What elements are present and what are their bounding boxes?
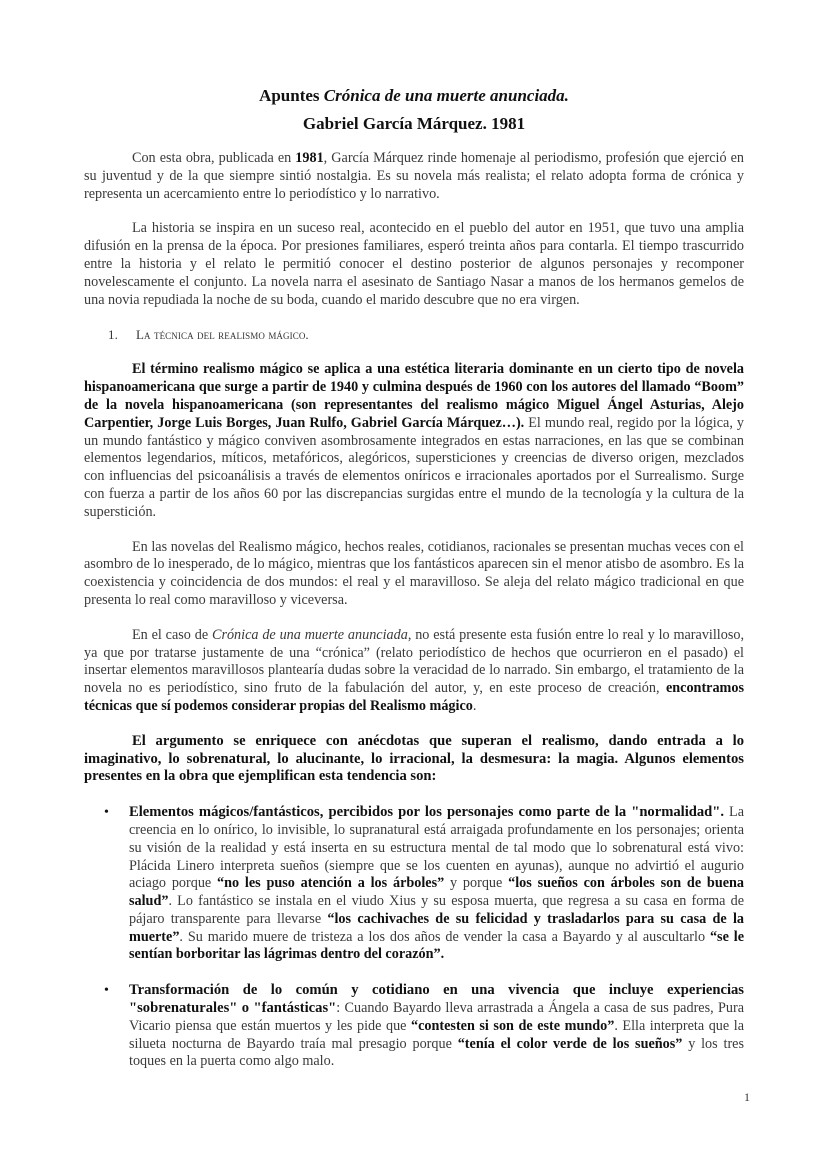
text: El mundo real, regido por la lógica, y un mundo fantástico y mágico conviven asombrosamente integrados en estas narraciones, en las que se combinan elementos legendarios, míticos, metafóricos, alegóricos, supersticiones y creencias de diverso origen, mezclados con influencias del psicoanálisis a través de elementos oníricos e irracionales aportados por el Surrealismo. Surge con fuerza a partir de los años 60 por las discrepancias surgidas entre el mundo de la tecnología y la cultura de la superstición. <box>84 414 744 520</box>
text: : Cuando Bayardo lleva arrastrada a Ángela a casa de sus padres, Pura Vicario piensa que están muertos y les pide que <box>129 1000 745 1034</box>
bold-text: 1981 <box>295 150 324 166</box>
text: Con esta obra, publicada en <box>132 150 296 166</box>
quote: “los sueños con árboles son de buena salud” <box>129 875 744 910</box>
list-item <box>84 982 744 1071</box>
text: y porque <box>444 875 509 892</box>
section-title: La técnica del realismo mágico. <box>136 327 309 343</box>
list-item <box>84 804 744 964</box>
document-body <box>84 150 744 1089</box>
title-prefix: Apuntes <box>259 86 324 105</box>
quote: “los cachivaches de su felicidad y trasladarlos para su casa de la muerte” <box>129 910 744 945</box>
italic-book-title: Crónica de una muerte anunciada <box>211 626 408 643</box>
text: . Ella interpreta que la silueta nocturna de Bayardo traía mal presagio porque <box>129 1017 744 1052</box>
document-title <box>0 84 828 140</box>
section-heading <box>108 326 744 344</box>
title-book-name: Crónica de una muerte anunciada. <box>323 86 569 105</box>
quote: “tenía el color verde de los sueños” <box>457 1035 683 1052</box>
text: La creencia en lo onírico, lo invisible, lo supranatural está arraigada profundamente en los personajes; orienta su visión de la realidad y está inserta en su estructura mental de tal modo que lo sobrenatural está vivo: Plácida Linero interpreta sueños (siempre que se los cuenten en ayunas), aunque no advirtió el augurio aciago porque <box>129 804 745 892</box>
section-paragraph-1 <box>84 361 744 521</box>
text: . <box>472 697 477 714</box>
list-item-lead: Transformación de lo común y cotidiano en una vivencia que incluye experiencias "sobrenaturales" o "fantásticas" <box>129 982 744 1017</box>
quote: “se le sentían borboritar las lágrimas dentro del corazón”. <box>129 928 744 963</box>
section-paragraph-4: El argumento se enriquece con anécdotas que superan el realismo, dando entrada a lo imaginativo, lo sobrenatural, lo alucinante, lo irracional, la desmesura: la magia. Algunos elementos presentes en la obra que ejemplifican esta tendencia son: <box>84 732 744 785</box>
quote: “contesten si son de este mundo” <box>411 1017 615 1034</box>
section-paragraph-3 <box>84 627 744 716</box>
intro-paragraph-1 <box>84 150 744 203</box>
section-paragraph-2: En las novelas del Realismo mágico, hechos reales, cotidianos, racionales se presentan muchas veces con el asombro de lo inesperado, de lo mágico, mientras que los fantásticos aparecen sin el menor atisbo de asombro. Es la coexistencia y coincidencia de dos mundos: el real y el maravilloso. Se aleja del relato mágico tradicional en que presenta lo real como maravilloso y viceversa. <box>84 538 744 608</box>
text: . Su marido muere de tristeza a los dos años de vender la casa a Bayardo y al auscultarlo <box>179 928 710 945</box>
bullet-icon: • <box>104 805 109 821</box>
section-number: 1. <box>108 327 118 343</box>
title-line-1 <box>0 84 828 108</box>
title-line-2: Gabriel García Márquez. 1981 <box>302 114 526 133</box>
text: , no está presente esta fusión entre lo real y lo maravilloso, ya que por tratarse justamente de una “crónica” (relato periodístico de hechos que ocurrieron en el pasado) el insertar elementos maravillosos plantearía dudas sobre la veracidad de lo narrado. Sin embargo, el tratamiento de la novela no es periodístico, sino fruto de la fabulación del autor, y, en este proceso de creación, <box>84 626 744 697</box>
text: . Lo fantástico se instala en el viudo Xius y su esposa muerta, que regresa a su casa en forma de pájaro transparente para llevarse <box>129 893 744 927</box>
bullet-icon: • <box>104 983 109 999</box>
intro-paragraph-2: La historia se inspira en un suceso real, acontecido en el pueblo del autor en 1951, que tuvo una amplia difusión en la prensa de la época. Por presiones familiares, esperó treinta años para contarla. El tiempo trascurrido entre la historia y el relato le permitió conocer el destino posterior de algunos personajes y recomponer novelescamente el conjunto. La novela narra el asesinato de Santiago Nasar a manos de los hermanos gemelos de una novia repudiada la noche de su boda, cuando el marido descubre que no era virgen. <box>84 220 744 308</box>
text: , García Márquez rinde homenaje al periodismo, profesión que ejerció en su juventud y de la que siempre sintió nostalgia. Es su novela más realista; el relato adopta forma de crónica y representa un acercamiento entre lo periodístico y lo narrativo. <box>84 150 744 202</box>
bold-text: El término realismo mágico se aplica a una estética literaria dominante en un cierto tipo de novela hispanoamericana que surge a partir de 1940 y culmina después de 1960 con los autores del llamado “Boom” de la novela hispanoamericana (son representantes del realismo mágico Miguel Ángel Asturias, Alejo Carpentier, Jorge Luis Borges, Juan Rulfo, Gabriel García Márquez…). <box>84 361 744 431</box>
quote: “no les puso atención a los árboles” <box>217 875 445 892</box>
bold-text: encontramos técnicas que sí podemos considerar propias del Realismo mágico <box>84 680 744 714</box>
page-number: 1 <box>744 1090 750 1104</box>
text: En el caso de <box>132 626 212 643</box>
text: y los tres toques en la puerta como algo malo. <box>129 1035 744 1070</box>
examples-list <box>84 804 744 1071</box>
list-item-lead: Elementos mágicos/fantásticos, percibidos por los personajes como parte de la "normalidad". <box>129 804 725 821</box>
